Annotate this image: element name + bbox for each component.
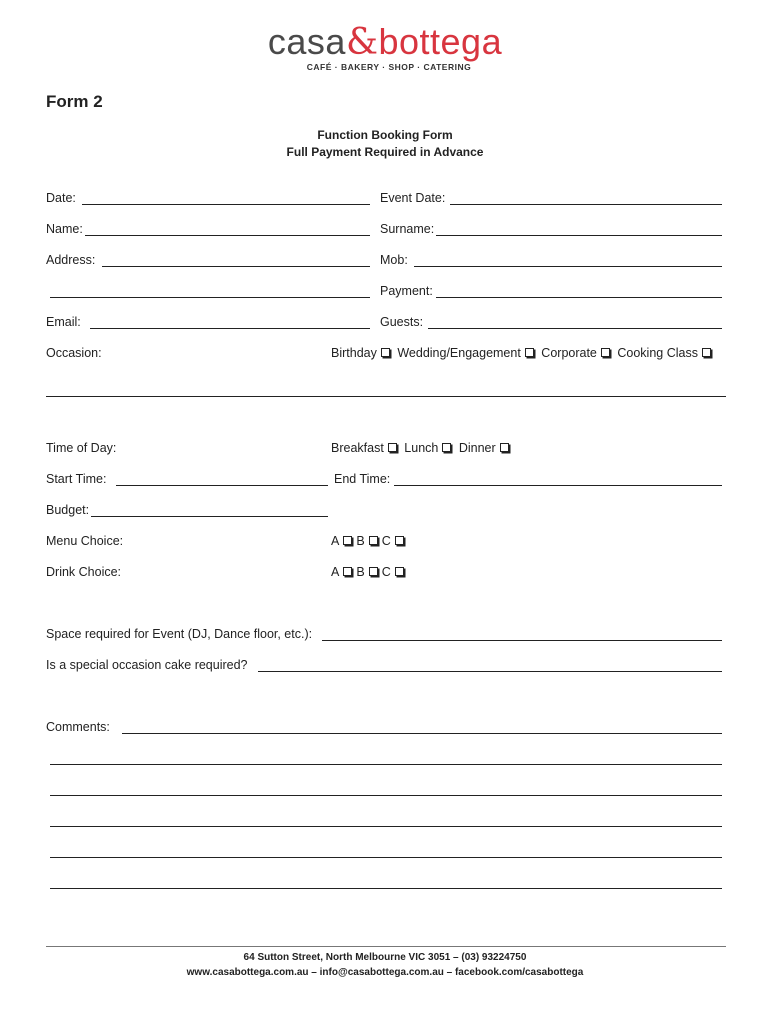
comments-line-6[interactable] xyxy=(50,888,722,889)
mob-label: Mob: xyxy=(380,253,408,267)
time-of-day-label: Time of Day: xyxy=(46,441,117,455)
occasion-options xyxy=(331,346,715,360)
budget-row xyxy=(46,503,722,519)
drink-choice-label: Drink Choice: xyxy=(46,565,122,579)
menu-option-c: C xyxy=(381,534,391,548)
time-of-day-row xyxy=(46,441,722,457)
address-line-2-field[interactable] xyxy=(50,297,370,298)
address-field[interactable] xyxy=(102,266,370,267)
email-row xyxy=(46,315,722,331)
brand-logo xyxy=(0,22,770,72)
menu-choice-row xyxy=(46,534,722,550)
end-time-label: End Time: xyxy=(334,472,391,486)
dinner-checkbox[interactable] xyxy=(500,443,509,452)
option-wedding-engagement: Wedding/Engagement xyxy=(397,346,521,360)
cake-required-label: Is a special occasion cake required? xyxy=(46,658,248,672)
guests-field[interactable] xyxy=(428,328,722,329)
occasion-label: Occasion: xyxy=(46,346,102,360)
option-breakfast: Breakfast xyxy=(331,441,384,455)
name-row xyxy=(46,222,722,238)
menu-choice-label: Menu Choice: xyxy=(46,534,124,548)
lunch-checkbox[interactable] xyxy=(442,443,451,452)
footer-divider xyxy=(46,946,726,947)
drink-option-b: B xyxy=(356,565,365,579)
end-time-field[interactable] xyxy=(394,485,722,486)
option-lunch: Lunch xyxy=(404,441,439,455)
payment-row xyxy=(46,284,722,300)
comments-line-2[interactable] xyxy=(50,764,722,765)
breakfast-checkbox[interactable] xyxy=(388,443,397,452)
menu-option-a: A xyxy=(331,534,340,548)
drink-choice-options xyxy=(331,565,408,579)
cake-required-field[interactable] xyxy=(258,671,722,672)
option-dinner: Dinner xyxy=(458,441,496,455)
comments-field[interactable] xyxy=(122,733,722,734)
comments-line-5[interactable] xyxy=(50,857,722,858)
drink-option-a: A xyxy=(331,565,340,579)
footer-address: 64 Sutton Street, North Melbourne VIC 3051 – (03) 93224750 xyxy=(243,952,527,963)
drink-a-checkbox[interactable] xyxy=(343,567,352,576)
mob-field[interactable] xyxy=(414,266,722,267)
event-date-field[interactable] xyxy=(450,204,722,205)
cake-required-row xyxy=(46,658,722,674)
space-required-field[interactable] xyxy=(322,640,722,641)
section-divider xyxy=(46,396,726,397)
logo-tagline: CAFÉ · BAKERY · SHOP · CATERING xyxy=(306,62,472,72)
logo-word-bottega: bottega xyxy=(378,21,503,62)
comments-row xyxy=(46,720,722,736)
time-of-day-options xyxy=(331,441,513,455)
date-row xyxy=(46,191,722,207)
start-time-label: Start Time: xyxy=(46,472,107,486)
surname-field[interactable] xyxy=(436,235,722,236)
drink-option-c: C xyxy=(381,565,391,579)
payment-note: Full Payment Required in Advance xyxy=(286,145,484,159)
logo-ampersand: & xyxy=(345,22,379,63)
corporate-checkbox[interactable] xyxy=(601,348,610,357)
form-title: Form 2 xyxy=(46,92,103,111)
menu-choice-options xyxy=(331,534,408,548)
start-end-time-row xyxy=(46,472,722,488)
guests-label: Guests: xyxy=(380,315,424,329)
surname-label: Surname: xyxy=(380,222,435,236)
wedding-engagement-checkbox[interactable] xyxy=(525,348,534,357)
payment-field[interactable] xyxy=(436,297,722,298)
event-date-label: Event Date: xyxy=(380,191,446,205)
cooking-class-checkbox[interactable] xyxy=(702,348,711,357)
drink-choice-row xyxy=(46,565,722,581)
comments-line-4[interactable] xyxy=(50,826,722,827)
name-label: Name: xyxy=(46,222,83,236)
menu-a-checkbox[interactable] xyxy=(343,536,352,545)
budget-label: Budget: xyxy=(46,503,90,517)
comments-line-3[interactable] xyxy=(50,795,722,796)
menu-option-b: B xyxy=(356,534,365,548)
start-time-field[interactable] xyxy=(116,485,328,486)
logo-word-casa: casa xyxy=(267,21,346,62)
date-label: Date: xyxy=(46,191,76,205)
form-subtitle: Function Booking Form xyxy=(317,128,453,142)
occasion-row xyxy=(46,346,722,362)
payment-label: Payment: xyxy=(380,284,433,298)
menu-c-checkbox[interactable] xyxy=(395,536,404,545)
option-cooking-class: Cooking Class xyxy=(617,346,698,360)
email-field[interactable] xyxy=(90,328,370,329)
option-corporate: Corporate xyxy=(541,346,597,360)
drink-c-checkbox[interactable] xyxy=(395,567,404,576)
email-label: Email: xyxy=(46,315,81,329)
address-row xyxy=(46,253,722,269)
footer-contacts: www.casabottega.com.au – info@casabottega.com.au – facebook.com/casabottega xyxy=(186,967,584,978)
space-required-label: Space required for Event (DJ, Dance floor, etc.): xyxy=(46,627,313,641)
birthday-checkbox[interactable] xyxy=(381,348,390,357)
space-required-row xyxy=(46,627,722,643)
address-label: Address: xyxy=(46,253,96,267)
budget-field[interactable] xyxy=(91,516,328,517)
drink-b-checkbox[interactable] xyxy=(369,567,378,576)
name-field[interactable] xyxy=(85,235,370,236)
menu-b-checkbox[interactable] xyxy=(369,536,378,545)
option-birthday: Birthday xyxy=(331,346,377,360)
date-field[interactable] xyxy=(82,204,370,205)
comments-label: Comments: xyxy=(46,720,110,734)
